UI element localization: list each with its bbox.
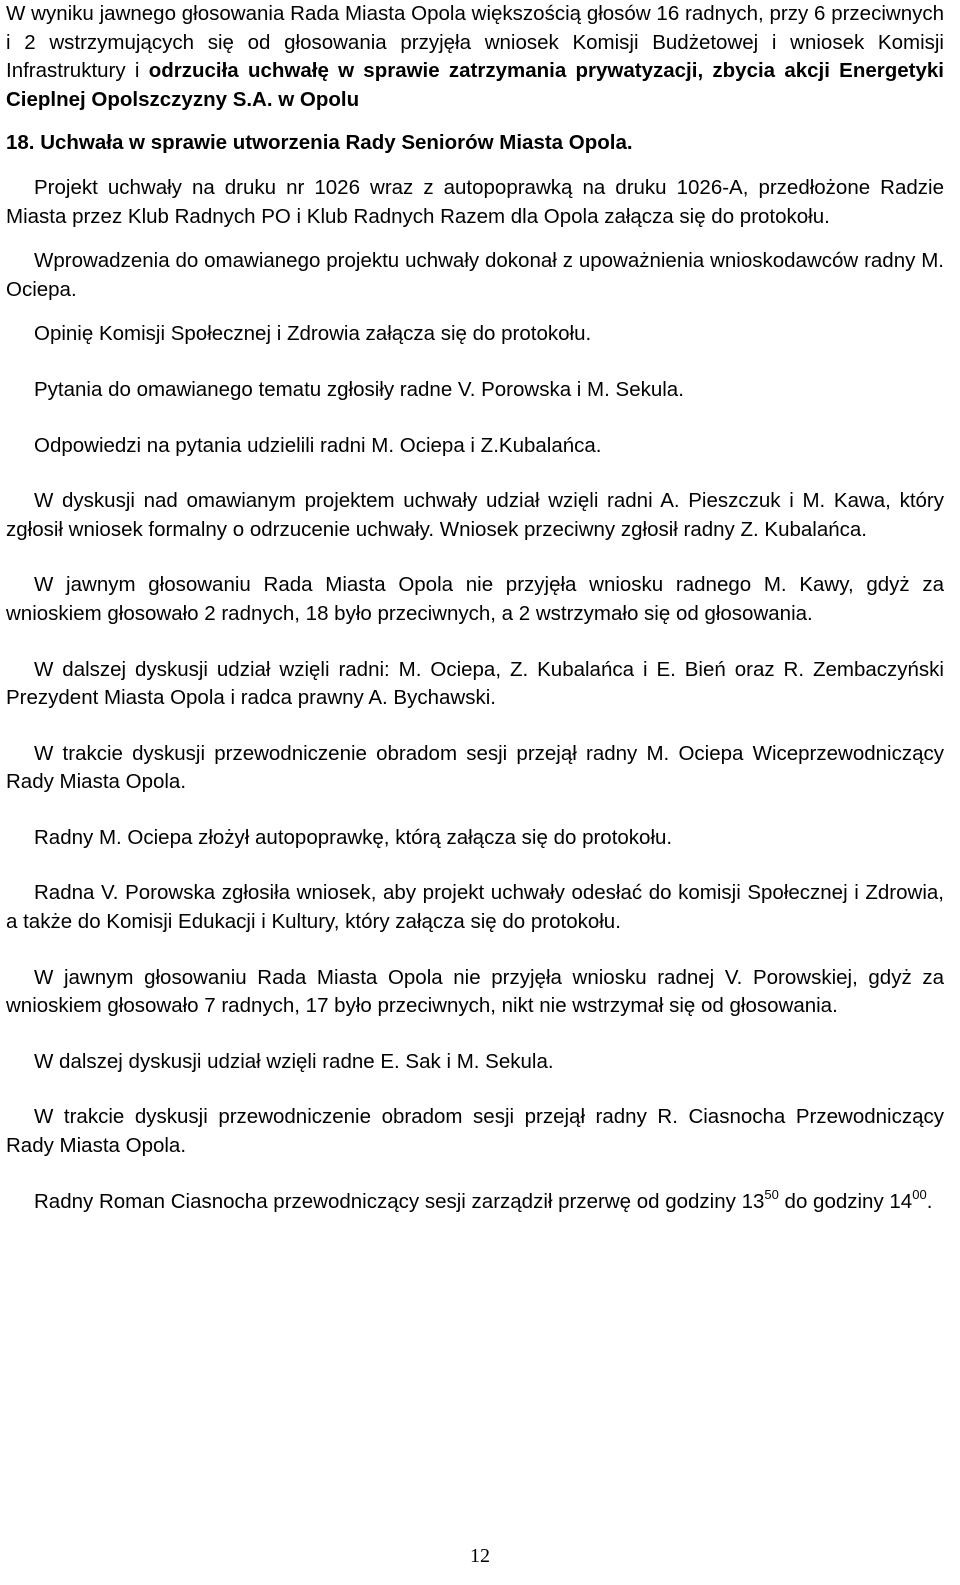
break-text-2: do godziny 14: [778, 1189, 913, 1213]
paragraph-answers: Odpowiedzi na pytania udzielili radni M. Ociepa i Z.Kubalańca.: [34, 433, 602, 457]
break-time-1-minutes: 50: [764, 1186, 779, 1202]
break-text-3: .: [926, 1189, 933, 1213]
paragraph-chair-ociepa: W trakcie dyskusji przewodniczenie obradom sesji przejął radny M. Ociepa Wiceprzewodniczący Rady Miasta Opola.: [6, 741, 944, 794]
document-page: [6, 0, 944, 1216]
paragraph-discussion: W dyskusji nad omawianym projektem uchwały udział wzięli radni A. Pieszczuk i M. Kawa, który zgłosił wniosek formalny o odrzucenie uchwały. Wniosek przeciwny zgłosił radny Z. Kubalańca.: [6, 489, 944, 541]
paragraph-sak-sekula: W dalszej dyskusji udział wzięli radne E. Sak i M. Sekula.: [34, 1049, 554, 1073]
paragraph-committee-opinion: Opinię Komisji Społecznej i Zdrowia załącza się do protokołu.: [34, 322, 592, 346]
paragraph-porowska-motion: Radna V. Porowska zgłosiła wniosek, aby projekt uchwały odesłać do komisji Społecznej i Zdrowia, a także do Komisji Edukacji i Kultury, który załącza się do protokołu.: [6, 881, 944, 934]
paragraph-vote-porowska: W jawnym głosowaniu Rada Miasta Opola nie przyjęła wniosku radnej V. Porowskiej, gdyż za wnioskiem głosowało 7 radnych, 17 było przeciwnych, nikt nie wstrzymał się od głosowania.: [6, 965, 944, 1018]
paragraph-questions: Pytania do omawianego tematu zgłosiły radne V. Porowska i M. Sekula.: [34, 377, 684, 401]
paragraph-bold-text: odrzuciła uchwałę w sprawie zatrzymania prywatyzacji, zbycia akcji Energetyki Cieplnej Opolszczyzny S.A. w Opolu: [6, 59, 945, 111]
paragraph-autopoprawka: Radny M. Ociepa złożył autopoprawkę, którą załącza się do protokołu.: [34, 825, 673, 849]
paragraph-chair-ciasnocha: W trakcie dyskusji przewodniczenie obradom sesji przejął radny R. Ciasnocha Przewodniczący Rady Miasta Opola.: [6, 1105, 944, 1158]
paragraph-lead-text: W wyniku jawnego głosowania Rada Miasta Opola większością głosów 16 radnych, przy 6 przeciwnych i 2 wstrzymujących się od głosowania przyjęła wniosek Komisji Budżetowej i wniosek Komisji Infrastruktury i: [6, 2, 944, 83]
paragraph-further-discussion: W dalszej dyskusji udział wzięli radni: M. Ociepa, Z. Kubalańca i E. Bień oraz R. Zembaczyński Prezydent Miasta Opola i radca prawny A. Bychawski.: [6, 657, 944, 710]
paragraph-introduction: Wprowadzenia do omawianego projektu uchwały dokonał z upoważnienia wnioskodawców radny M. Ociepa.: [6, 249, 944, 301]
paragraph-project-draft: Projekt uchwały na druku nr 1026 wraz z autopoprawką na druku 1026-A, przedłożone Radzie Miasta przez Klub Radnych PO i Klub Radnych Razem dla Opola załącza się do protokołu.: [6, 175, 944, 228]
paragraph-vote-result: [6, 0, 944, 114]
paragraph-break: [6, 1188, 944, 1217]
section-heading-18: 18. Uchwała w sprawie utworzenia Rady Seniorów Miasta Opola.: [6, 131, 633, 155]
page-number: 12: [470, 1545, 490, 1567]
break-text-1: Radny Roman Ciasnocha przewodniczący sesji zarządził przerwę od godziny 13: [34, 1189, 765, 1213]
break-time-2-minutes: 00: [912, 1186, 927, 1202]
paragraph-vote-kawa: W jawnym głosowaniu Rada Miasta Opola nie przyjęła wniosku radnego M. Kawy, gdyż za wnioskiem głosowało 2 radnych, 18 było przeciwnych, a 2 wstrzymało się od głosowania.: [6, 573, 944, 625]
